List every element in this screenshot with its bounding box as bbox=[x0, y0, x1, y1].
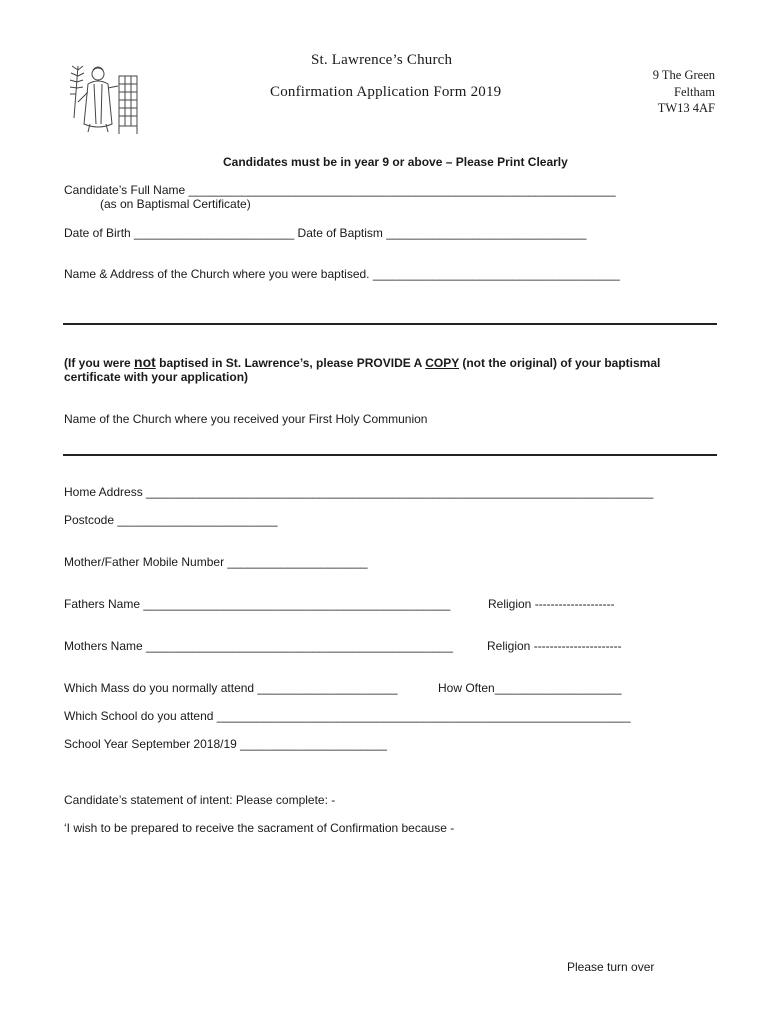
full-name-note: (as on Baptismal Certificate) bbox=[100, 197, 251, 211]
church-name: St. Lawrence’s Church bbox=[311, 52, 453, 68]
postcode-field[interactable]: Postcode ________________________ bbox=[64, 513, 278, 527]
please-turn-over: Please turn over bbox=[567, 960, 655, 974]
statement-heading: Candidate’s statement of intent: Please complete: - bbox=[64, 793, 336, 807]
section-divider-2 bbox=[63, 454, 717, 456]
home-address-field[interactable]: Home Address ____________________________________________________________________________ bbox=[64, 485, 654, 499]
fathers-religion-field[interactable]: Religion -------------------- bbox=[488, 597, 615, 611]
school-year-field[interactable]: School Year September 2018/19 ______________________ bbox=[64, 737, 387, 751]
address-line-3: TW13 4AF bbox=[657, 101, 715, 115]
print-clearly-notice: Candidates must be in year 9 or above – Please Print Clearly bbox=[223, 155, 568, 169]
mothers-religion-field[interactable]: Religion ---------------------- bbox=[487, 639, 622, 653]
communion-church-field[interactable]: Name of the Church where you received your First Holy Communion bbox=[64, 412, 428, 426]
st-lawrence-logo bbox=[64, 58, 144, 140]
section-divider-1 bbox=[63, 323, 717, 325]
mothers-name-field[interactable]: Mothers Name ______________________________________________ bbox=[64, 639, 454, 653]
parent-mobile-field[interactable]: Mother/Father Mobile Number _____________________ bbox=[64, 555, 368, 569]
school-field[interactable]: Which School do you attend ______________________________________________________________ bbox=[64, 709, 631, 723]
how-often-field[interactable]: How Often___________________ bbox=[438, 681, 622, 695]
baptism-church-field[interactable]: Name & Address of the Church where you were baptised. _____________________________________ bbox=[64, 267, 620, 281]
fathers-name-field[interactable]: Fathers Name ______________________________________________ bbox=[64, 597, 451, 611]
full-name-field[interactable]: Candidate’s Full Name ________________________________________________________________ bbox=[64, 183, 616, 197]
mass-attend-field[interactable]: Which Mass do you normally attend _____________________ bbox=[64, 681, 398, 695]
baptism-copy-note: (If you were not baptised in St. Lawrence’s, please PROVIDE A COPY (not the original) of your baptismal bbox=[64, 354, 661, 370]
address-line-2: Feltham bbox=[674, 85, 715, 99]
dob-baptism-date-field[interactable]: Date of Birth ________________________ Date of Baptism ______________________________ bbox=[64, 226, 587, 240]
address-line-1: 9 The Green bbox=[652, 68, 715, 82]
form-title: Confirmation Application Form 2019 bbox=[270, 84, 502, 100]
baptism-copy-note-line2: certificate with your application) bbox=[64, 370, 249, 384]
statement-prompt: ‘I wish to be prepared to receive the sacrament of Confirmation because - bbox=[64, 821, 455, 835]
